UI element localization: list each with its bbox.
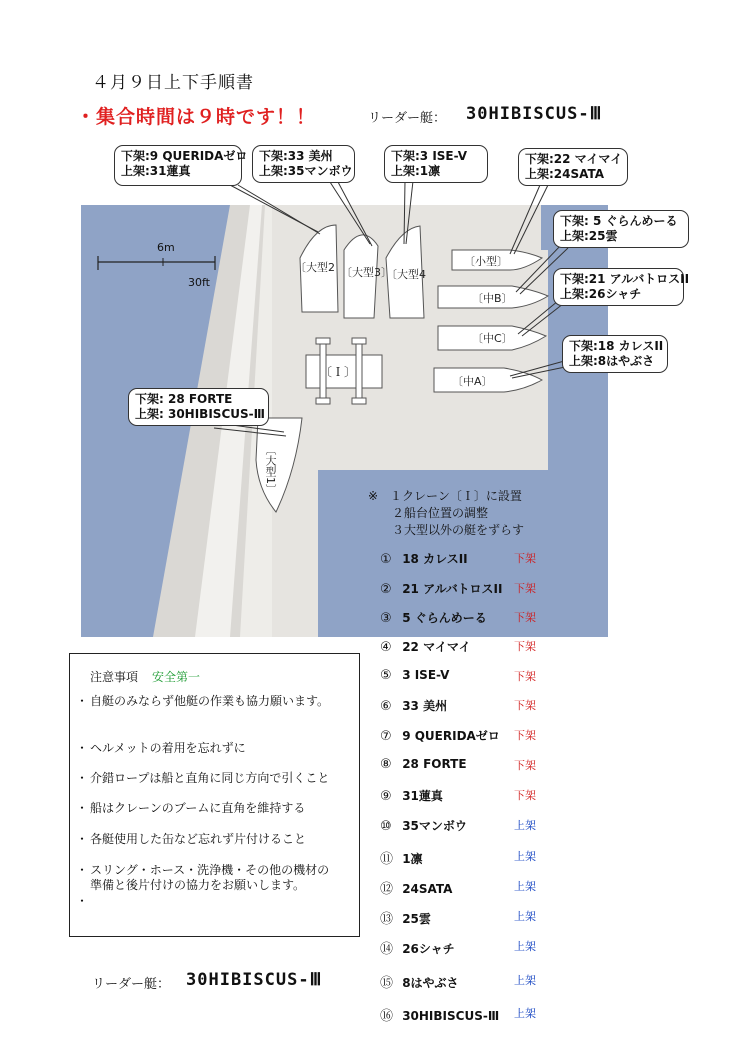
order-num: ①	[380, 552, 392, 567]
order-num: ④	[380, 640, 392, 655]
order-action: 上架	[514, 819, 536, 832]
callout-down: 下架:3 ISE-V	[391, 149, 468, 163]
order-row	[380, 817, 550, 835]
boat-label-mid-c: 〔中C〕	[472, 332, 513, 345]
order-num: ⑥	[380, 699, 392, 714]
order-num: ②	[380, 582, 392, 597]
callout-down: 下架:18 カレスII	[569, 339, 664, 353]
boat-label-mid-a: 〔中A〕	[452, 375, 493, 388]
callout-up: 上架:1凛	[391, 164, 441, 178]
scale-label-ft: 30ft	[188, 276, 210, 289]
notice-item: ・ 介錯ロープは船と直角に同じ方向で引くこと	[76, 771, 330, 785]
callout-small	[518, 148, 628, 186]
callout-up: 上架:26シャチ	[560, 287, 642, 301]
order-num: ⑬	[380, 912, 394, 927]
assembly-time-note: ・集合時間は９時です！！	[76, 106, 317, 128]
scale-label-m: 6m	[157, 241, 175, 254]
order-num: ⑩	[380, 819, 392, 834]
order-action: 下架	[514, 582, 536, 595]
order-num: ⑨	[380, 789, 392, 804]
step-3: ３大型以外の艇をずらす	[368, 523, 525, 537]
leader-boat-name-bottom: 30HIBISCUS-Ⅲ	[186, 970, 323, 990]
callout-down: 下架: 5 ぐらんめーる	[560, 214, 678, 228]
order-num: ⑤	[380, 668, 392, 683]
order-row	[380, 938, 550, 956]
order-boat: 8はやぶさ	[402, 976, 459, 990]
order-row	[380, 972, 550, 990]
order-row	[380, 668, 550, 686]
boat-label-large2: 〔大型2	[295, 261, 335, 274]
order-num: ⑭	[380, 942, 394, 957]
boat-label-mid-b: 〔中B〕	[472, 292, 513, 305]
callout-down: 下架:21 アルバトロスII	[560, 272, 690, 286]
callout-large2	[114, 145, 248, 186]
order-boat: 25雲	[402, 912, 431, 926]
boat-label-large1: 〔大型1〕	[264, 444, 277, 495]
step-2: ２船台位置の調整	[368, 506, 489, 520]
order-boat: 33 美州	[402, 699, 448, 713]
notice-heading	[90, 668, 200, 685]
crane-label: 〔Ｉ〕	[320, 365, 357, 379]
order-row	[380, 609, 550, 627]
step-1: ※ １クレーン〔Ｉ〕に設置	[368, 489, 522, 503]
boat-label-large3: 〔大型3〕	[341, 266, 392, 279]
order-boat: 1凛	[402, 852, 423, 866]
callout-up: 上架:24SATA	[525, 167, 605, 181]
order-action: 下架	[514, 699, 536, 712]
order-action: 下架	[514, 789, 536, 802]
callout-up: 上架:35マンボウ	[259, 164, 353, 178]
callout-down: 下架: 28 FORTE	[135, 392, 233, 406]
leader-boat-name: 30HIBISCUS-Ⅲ	[466, 104, 603, 124]
boat-label-large4: 〔大型4	[386, 268, 426, 281]
callout-down: 下架:22 マイマイ	[525, 152, 623, 166]
order-row	[380, 697, 550, 715]
order-num: ⑪	[380, 852, 394, 867]
order-num: ⑧	[380, 757, 392, 772]
callout-large1	[128, 388, 269, 426]
order-action: 上架	[514, 1007, 536, 1020]
order-action: 下架	[514, 611, 536, 624]
order-boat: 26シャチ	[402, 942, 455, 956]
boat-label-small: 〔小型〕	[464, 255, 508, 268]
order-num: ⑮	[380, 976, 394, 991]
page-title: ４月９日上下手順書	[92, 73, 254, 93]
order-boat: 31蓮真	[402, 789, 443, 803]
callout-large3	[252, 145, 355, 183]
order-action: 下架	[514, 759, 536, 772]
notice-box	[69, 653, 360, 937]
callout-down: 下架:33 美州	[259, 149, 333, 163]
order-action: 下架	[514, 670, 536, 683]
callout-up: 上架:25雲	[560, 229, 618, 243]
callout-up: 上架:8はやぶさ	[569, 354, 655, 368]
callout-up: 上架:31蓮真	[121, 164, 191, 178]
callout-mid-a	[562, 335, 668, 373]
order-boat: 5 ぐらんめーる	[402, 611, 487, 625]
order-row	[380, 878, 550, 896]
leader-boat-label-bottom: リーダー艇：	[92, 977, 171, 992]
notice-item: ・ 船はクレーンのブームに直角を維持する	[76, 801, 306, 815]
order-row	[380, 727, 550, 745]
order-row	[380, 787, 550, 805]
callout-up: 上架: 30HIBISCUS-Ⅲ	[135, 407, 265, 421]
order-boat: 28 FORTE	[402, 757, 467, 771]
safety-first: 安全第一	[152, 670, 201, 684]
order-action: 上架	[514, 850, 536, 863]
order-action: 下架	[514, 552, 536, 565]
callout-large4	[384, 145, 488, 183]
callout-down: 下架:9 QUERIDAゼロ	[121, 149, 248, 163]
order-num: ⑫	[380, 882, 394, 897]
notice-item: ・ スリング・ホース・洗浄機・その他の機材の準備と後片付けの協力をお願いします。	[76, 863, 330, 892]
order-row	[380, 1005, 550, 1023]
leader-boat-label: リーダー艇：	[368, 111, 447, 126]
order-action: 下架	[514, 640, 536, 653]
order-boat: 24SATA	[402, 882, 453, 896]
order-boat: 3 ISE-V	[402, 668, 450, 682]
callout-mid-c	[553, 268, 690, 306]
order-boat: 35マンボウ	[402, 819, 467, 833]
order-boat: 21 アルバトロスII	[402, 582, 503, 596]
order-row	[380, 580, 550, 598]
order-num: ⑦	[380, 729, 392, 744]
order-action: 上架	[514, 940, 536, 953]
notice-item: ・	[76, 894, 89, 908]
procedure-steps	[368, 488, 524, 539]
callout-mid-b	[553, 210, 689, 248]
notice-item: ・ 各艇使用した缶など忘れず片付けること	[76, 832, 307, 846]
order-row	[380, 908, 550, 926]
order-row	[380, 757, 550, 775]
order-row	[380, 550, 550, 568]
order-boat: 9 QUERIDAゼロ	[402, 729, 500, 743]
order-row	[380, 638, 550, 656]
notice-item: ・ ヘルメットの着用を忘れずに	[76, 741, 246, 755]
order-action: 上架	[514, 880, 536, 893]
order-action: 上架	[514, 974, 536, 987]
order-boat: 18 カレスII	[402, 552, 468, 566]
notice-item: ・ 自艇のみならず他艇の作業も協力願います。	[76, 694, 330, 708]
order-action: 上架	[514, 910, 536, 923]
notice-title: 注意事項	[90, 670, 139, 684]
order-row	[380, 848, 550, 866]
order-boat: 30HIBISCUS-Ⅲ	[402, 1009, 500, 1023]
order-boat: 22 マイマイ	[402, 640, 471, 654]
order-num: ③	[380, 611, 392, 626]
order-num: ⑯	[380, 1009, 394, 1024]
order-action: 下架	[514, 729, 536, 742]
